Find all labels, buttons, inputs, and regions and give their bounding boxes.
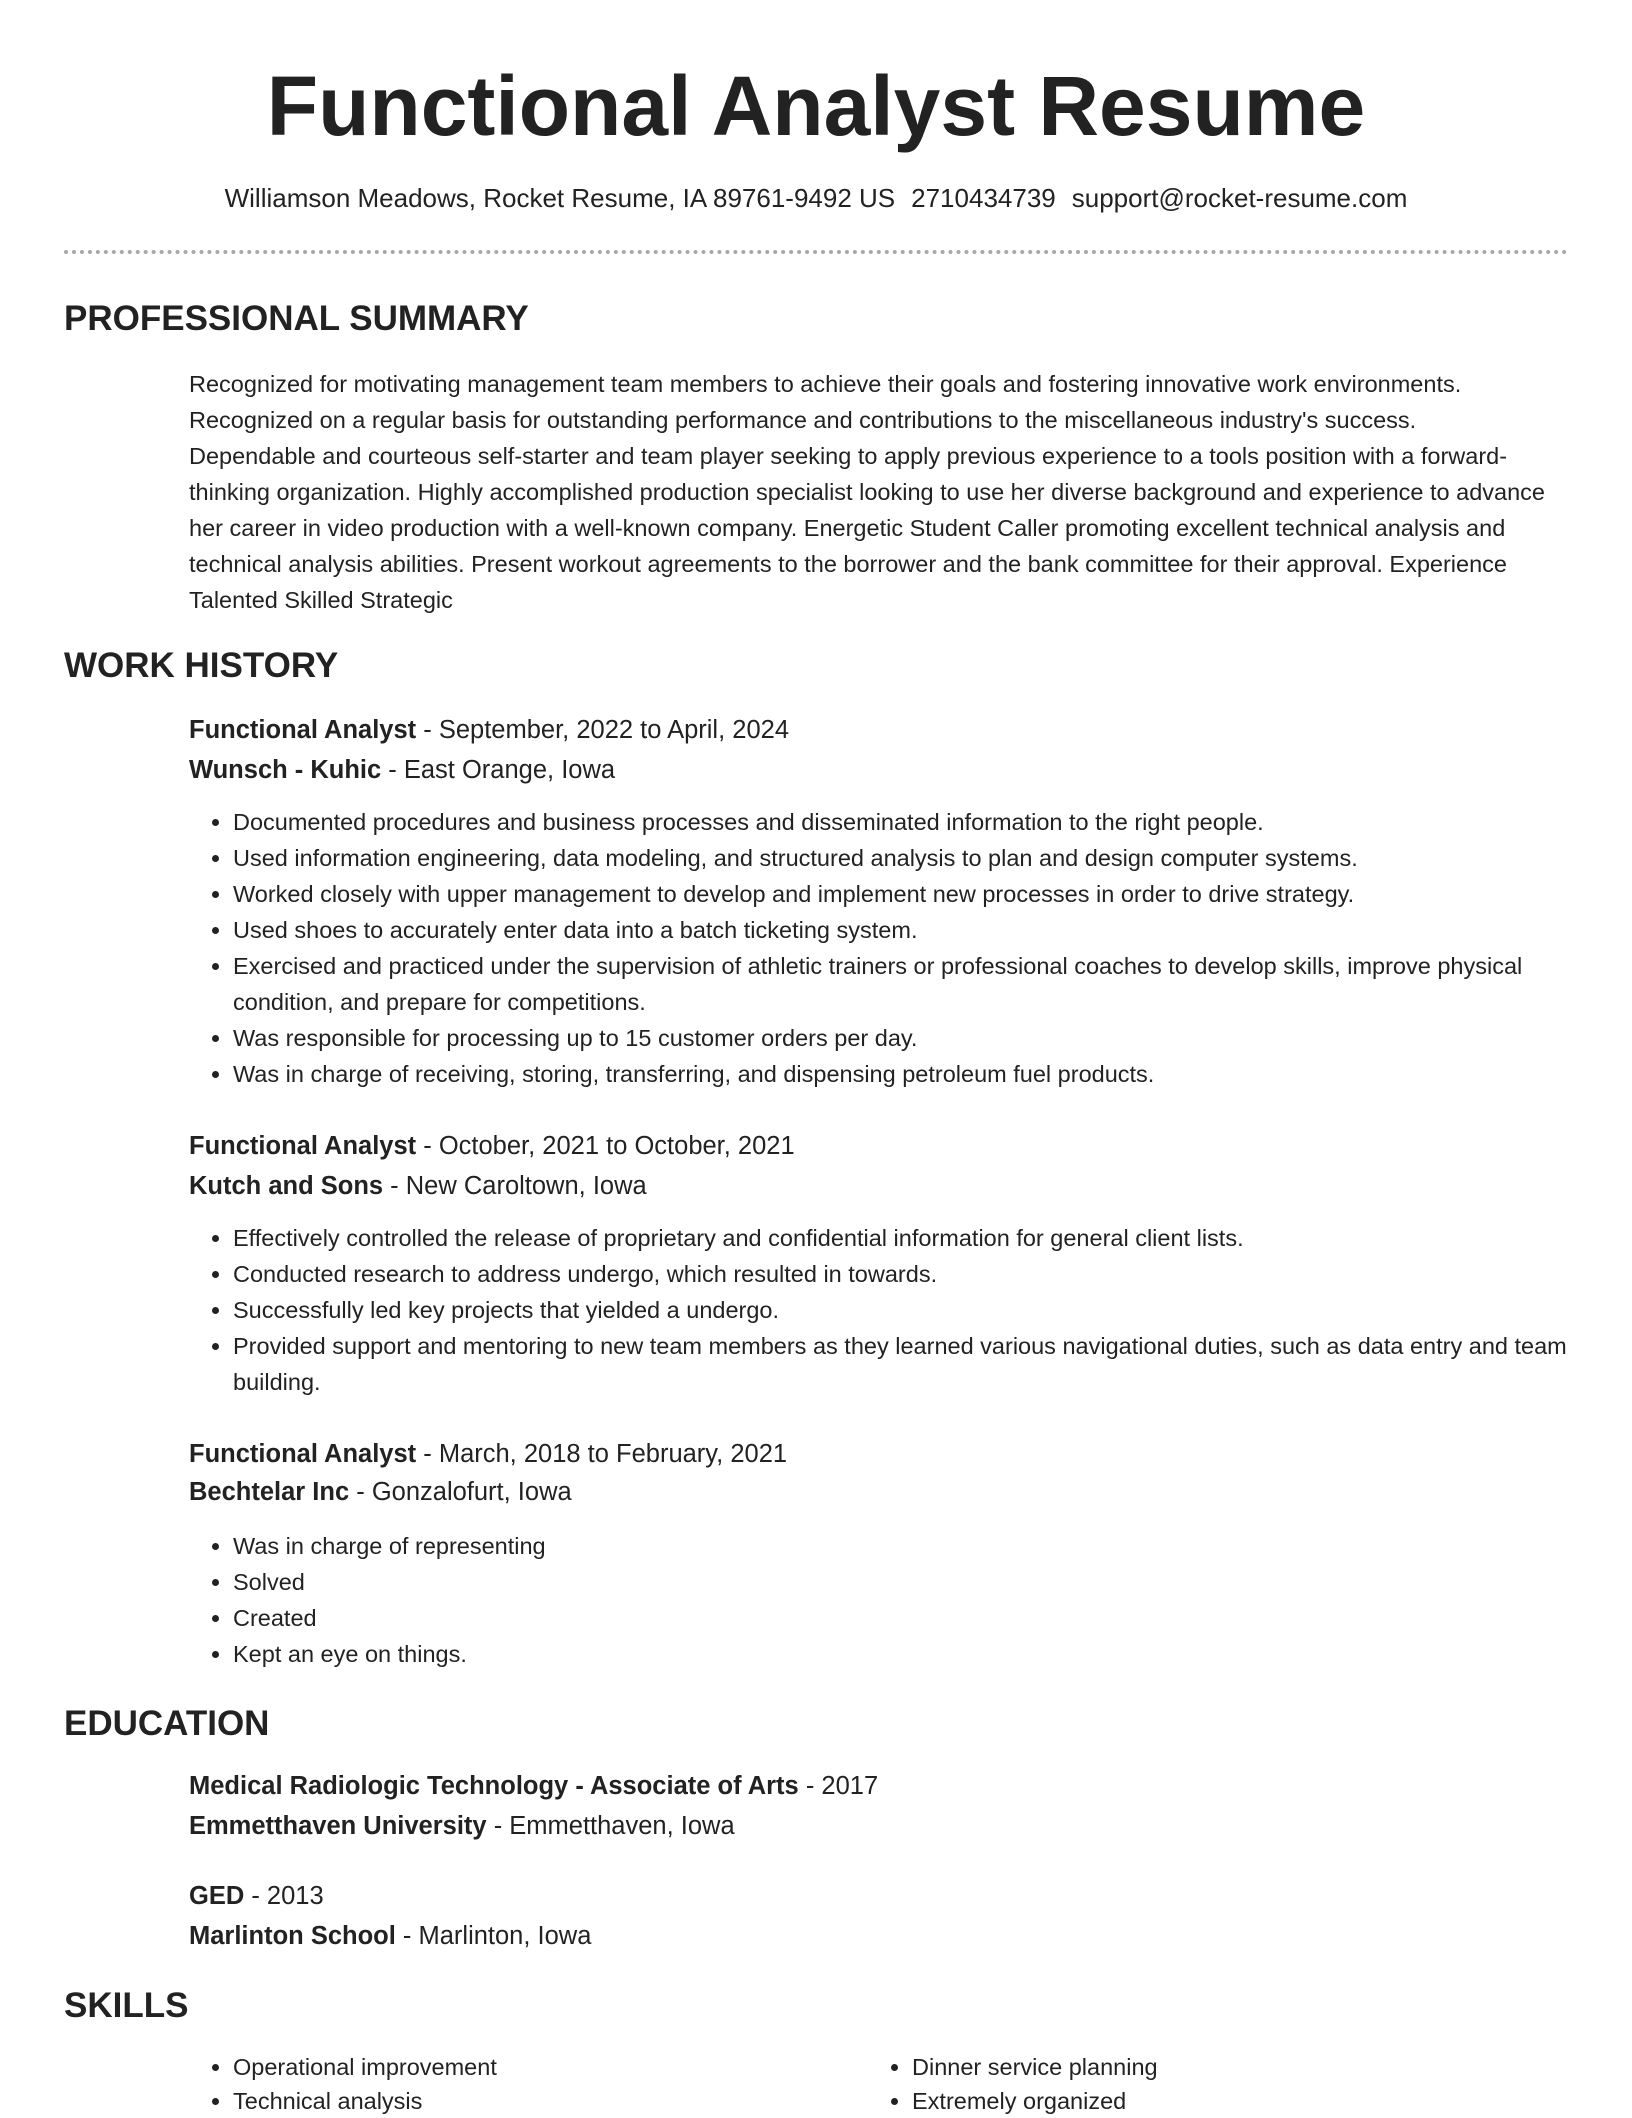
education-school: Emmetthaven University [189,1812,487,1840]
section-title-education: EDUCATION [64,1704,270,1743]
job-bullets [189,804,1603,1092]
contact-line [0,180,1632,216]
job-title-line [189,712,789,748]
skill-item: • Extremely organized [912,2084,1512,2118]
list-item: • Exercised and practiced under the supervision of athletic trainers or professional coaches to develop skills, improve physical condition, and prepare for competitions. [233,948,1603,1020]
education-location: - Emmetthaven, Iowa [486,1812,735,1840]
job-dates: - October, 2021 to October, 2021 [416,1132,795,1160]
contact-address: Williamson Meadows, Rocket Resume, IA 89761-9492 US [224,183,896,213]
job-company: Wunsch - Kuhic [189,756,382,784]
job-bullets [189,1220,1603,1400]
job-company: Bechtelar Inc [189,1478,350,1506]
job-location: - East Orange, Iowa [381,756,616,784]
skills-list-right [868,2050,1512,2118]
job-company: Kutch and Sons [189,1172,384,1200]
education-degree-line [189,1768,878,1804]
resume-title: Functional Analyst Resume [266,59,1366,153]
job-dates: - March, 2018 to February, 2021 [416,1440,788,1468]
job-role: Functional Analyst [189,1132,417,1160]
education-degree: GED [189,1882,245,1910]
section-title-skills: SKILLS [64,1986,189,2025]
job-bullets [189,1528,1603,1672]
section-title-summary: PROFESSIONAL SUMMARY [64,299,529,338]
list-item: • Created [233,1600,1603,1636]
education-degree-line [189,1878,324,1914]
list-item: • Solved [233,1564,1603,1600]
job-title-line [189,1128,795,1164]
education-year: - 2017 [798,1772,879,1800]
skill-item: • Dinner service planning [912,2050,1512,2084]
list-item: • Conducted research to address undergo, which resulted in towards. [233,1256,1603,1292]
list-item: • Used information engineering, data modeling, and structured analysis to plan and design computer systems. [233,840,1603,876]
skills-list-left [189,2050,833,2118]
job-company-line [189,1168,647,1204]
contact-phone: 2710434739 [911,183,1056,213]
list-item: • Was in charge of representing [233,1528,1603,1564]
job-location: - New Caroltown, Iowa [383,1172,647,1200]
list-item: • Documented procedures and business processes and disseminated information to the right people. [233,804,1603,840]
education-school-line [189,1918,591,1954]
education-year: - 2013 [244,1882,324,1910]
skill-item: • Operational improvement [233,2050,833,2084]
job-title-line [189,1436,787,1472]
list-item: • Provided support and mentoring to new team members as they learned various navigational duties, such as data entry and team building. [233,1328,1603,1400]
skill-item: • Technical analysis [233,2084,833,2118]
list-item: • Used shoes to accurately enter data into a batch ticketing system. [233,912,1603,948]
job-location: - Gonzalofurt, Iowa [349,1478,572,1506]
list-item: • Kept an eye on things. [233,1636,1603,1672]
job-company-line [189,752,615,788]
education-degree: Medical Radiologic Technology - Associate of Arts [189,1772,799,1800]
contact-email: support@rocket-resume.com [1071,183,1408,213]
job-company-line [189,1474,572,1510]
summary-text: Recognized for motivating management team members to achieve their goals and fostering innovative work environments. Recognized on a regular basis for outstanding performance and contributions to the miscellaneous industry's success. Dependable and courteous self-starter and team player seeking to apply previous experience to a tools position with a forward-thinking organization. Highly accomplished production specialist looking to use her diverse background and experience to advance her career in video production with a well-known company. Energetic Student Caller promoting excellent technical analysis and technical analysis abilities. Present workout agreements to the borrower and the bank committee for their approval. Experience Talented Skilled Strategic [189,371,1545,613]
header-divider [64,250,1568,254]
education-school-line [189,1808,735,1844]
job-role: Functional Analyst [189,1440,417,1468]
job-role: Functional Analyst [189,716,417,744]
list-item: • Successfully led key projects that yielded a undergo. [233,1292,1603,1328]
section-title-work-history: WORK HISTORY [64,646,339,685]
job-dates: - September, 2022 to April, 2024 [416,716,789,744]
list-item: • Worked closely with upper management to develop and implement new processes in order to drive strategy. [233,876,1603,912]
education-location: - Marlinton, Iowa [395,1922,592,1950]
education-school: Marlinton School [189,1922,396,1950]
list-item: • Effectively controlled the release of proprietary and confidential information for general client lists. [233,1220,1603,1256]
list-item: • Was in charge of receiving, storing, transferring, and dispensing petroleum fuel products. [233,1056,1603,1092]
list-item: • Was responsible for processing up to 15 customer orders per day. [233,1020,1603,1056]
